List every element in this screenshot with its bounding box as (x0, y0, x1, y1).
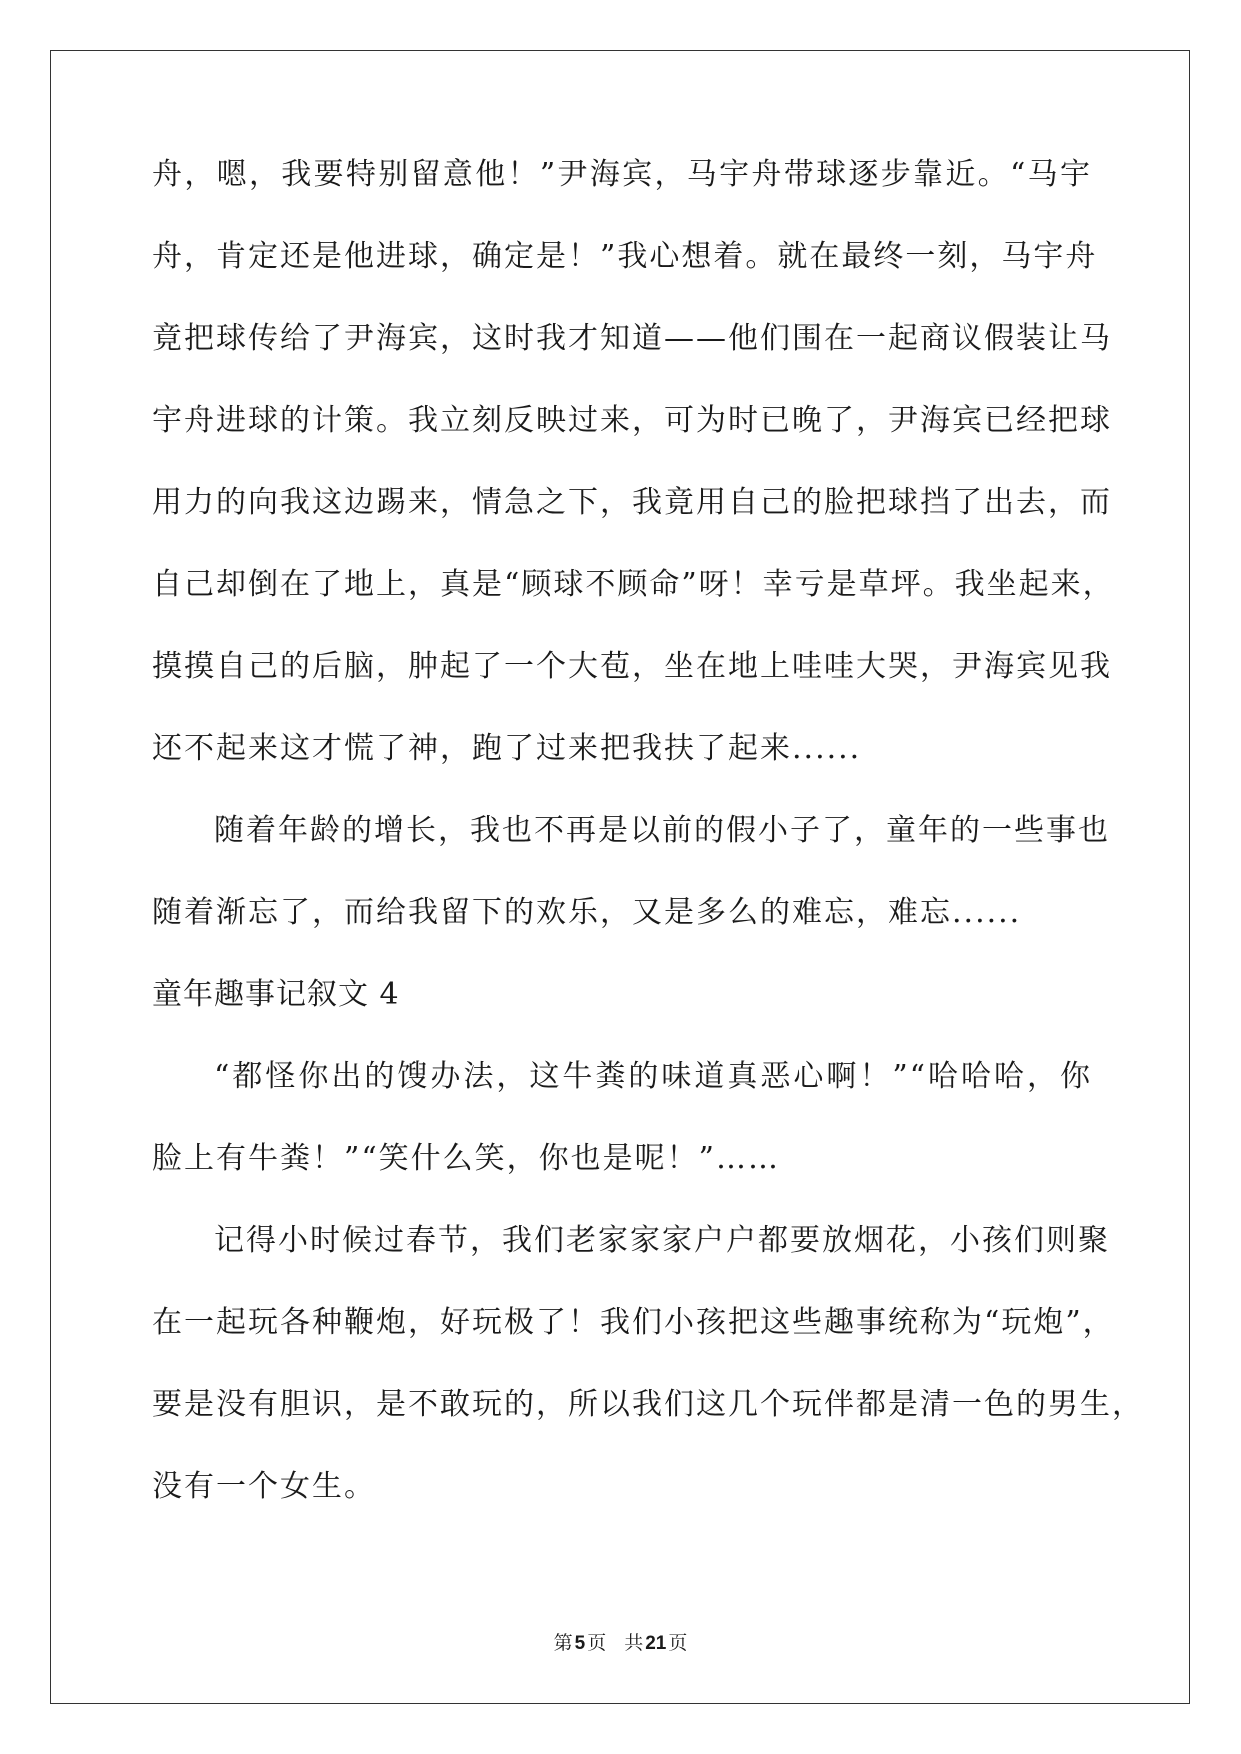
text-line: 舟，嗯，我要特别留意他！”尹海宾，马宇舟带球逐步靠近。“马宇 (152, 157, 1092, 192)
text-line: 没有一个女生。 (152, 1469, 376, 1504)
page-unit: 页 (587, 1632, 607, 1654)
text-line: 在一起玩各种鞭炮，好玩极了！我们小孩把这些趣事统称为“玩炮”， (152, 1305, 1115, 1340)
paragraph-first-line: 随着年龄的增长，我也不再是以前的假小子了，童年的一些事也 (214, 813, 1110, 848)
document-body (152, 157, 1144, 1554)
page-current: 5 (574, 1633, 586, 1654)
text-line: 用力的向我这边踢来，情急之下，我竟用自己的脸把球挡了出去，而 (152, 485, 1112, 520)
text-line: 宇舟进球的计策。我立刻反映过来，可为时已晚了，尹海宾已经把球 (152, 403, 1112, 438)
text-line: 要是没有胆识，是不敢玩的，所以我们这几个玩伴都是清一色的男生， (152, 1387, 1144, 1422)
text-line: 脸上有牛粪！”“笑什么笑，你也是呢！”…… (152, 1141, 781, 1176)
paragraph-first-line: “都怪你出的馊办法，这牛粪的味道真恶心啊！”“哈哈哈，你 (214, 1059, 1092, 1094)
page-footer (0, 1632, 1241, 1655)
paragraph-first-line: 记得小时候过春节，我们老家家家户户都要放烟花，小孩们则聚 (214, 1223, 1110, 1258)
text-line: 竟把球传给了尹海宾，这时我才知道——他们围在一起商议假装让马 (152, 321, 1112, 356)
text-line: 还不起来这才慌了神，跑了过来把我扶了起来...... (152, 731, 862, 766)
section-heading: 童年趣事记叙文 4 (152, 977, 400, 1012)
page-total: 21 (645, 1633, 667, 1654)
text-line: 摸摸自己的后脑，肿起了一个大苞，坐在地上哇哇大哭，尹海宾见我 (152, 649, 1112, 684)
text-line: 自己却倒在了地上，真是“顾球不顾命”呀！幸亏是草坪。我坐起来， (152, 567, 1115, 602)
total-prefix: 共 (624, 1632, 644, 1654)
total-unit: 页 (668, 1632, 688, 1654)
page-prefix: 第 (553, 1632, 573, 1654)
text-line: 随着渐忘了，而给我留下的欢乐，又是多么的难忘，难忘...... (152, 895, 1022, 930)
text-line: 舟，肯定还是他进球，确定是！”我心想着。就在最终一刻，马宇舟 (152, 239, 1098, 274)
